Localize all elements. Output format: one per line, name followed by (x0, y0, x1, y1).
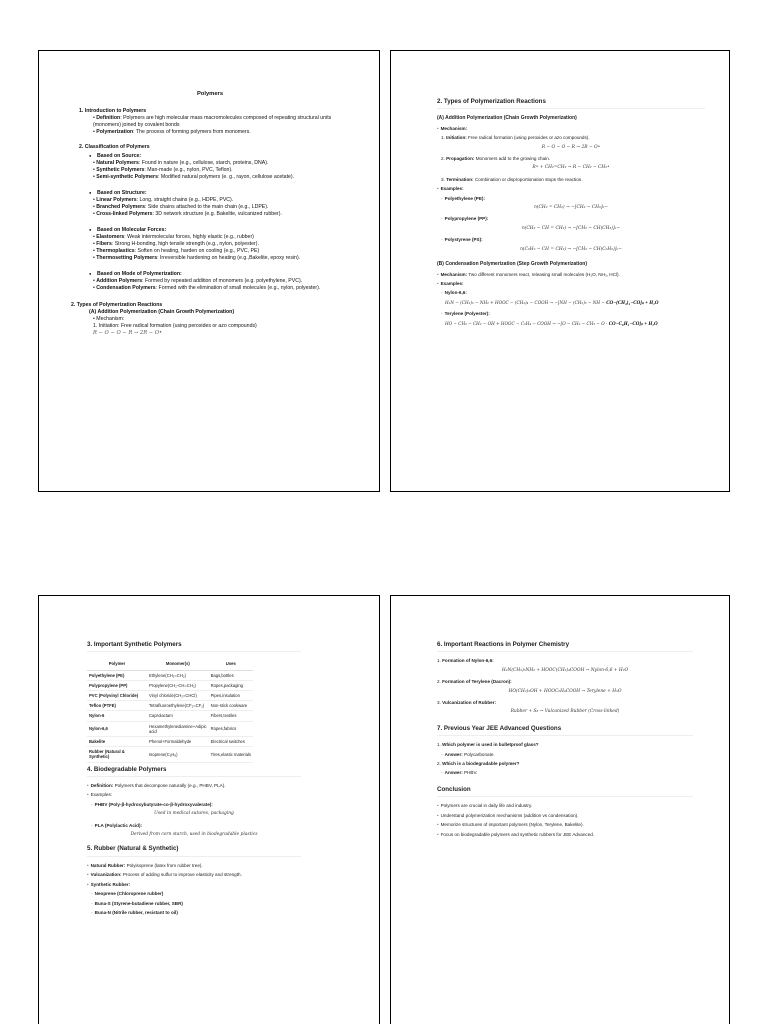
answer: ◦ Answer: PHBV. (441, 770, 478, 776)
section-heading: 4. Biodegradable Polymers (87, 767, 301, 777)
question: 1. Which polymer is used in bulletproof glass? (437, 742, 539, 748)
monomer-cell: Propylene(CH₂-CH=CH₂) (147, 680, 209, 690)
uses-cell: Ropes,fabrics (209, 721, 253, 736)
uses-cell: Pipes,insulation (209, 691, 253, 701)
list-item: 2. Formation of Terylene (Dacron): (437, 679, 512, 685)
list-item: • Thermoplastics: Soften on heating, harden on cooling (e.g., PVC, PE) (93, 248, 260, 254)
list-item: ◦ Polyethylene (PE): (441, 195, 485, 201)
polymer-cell: Polypropylene (PP) (87, 680, 147, 690)
equation: R − O − O − R → 2R − O• (541, 144, 601, 150)
document-page-2 (390, 50, 730, 492)
equation: n(C₆H₅ − CH = CH₂) → −[CH₂ − CH(C₆H₅)]ₙ− (520, 246, 622, 252)
mechanism-label: • Mechanism: (93, 316, 125, 322)
section-heading: 7. Previous Year JEE Advanced Questions (437, 726, 693, 736)
section-heading: 3. Important Synthetic Polymers (87, 642, 301, 652)
document-page-3 (38, 595, 380, 1024)
uses-cell: Tires,elastic materials (209, 747, 253, 762)
equation: H₂N − (CH₂)₆ − NH₂ + HOOC − (CH₂)₄ − COOH → −[NH − (CH₂)₆ − NH − CO−(CH₂)₄−CO]ₙ + H₂O (445, 299, 659, 306)
table-row (87, 670, 253, 680)
polymer-cell: Nylon-6,6 (87, 721, 147, 736)
equation: H₂N(CH₂)₆NH₂ + HOOC(CH₂)₄COOH → Nylon-6,6 + H₂O (501, 667, 629, 673)
monomer-cell: Caprolactam (147, 711, 209, 721)
synthetic-polymers-table (87, 658, 253, 762)
subsection-heading: (A) Addition Polymerization (Chain Growth Polymerization) (89, 309, 235, 315)
uses-cell: Bags,bottles (209, 670, 253, 680)
list-item: • Elastomers: Weak intermolecular forces, highly elastic (e.g., rubber) (93, 234, 254, 240)
list-item: • Addition Polymers: Formed by repeated addition of monomers (e.g. polyethylene, PVC). (93, 278, 303, 284)
page3-content (87, 640, 301, 919)
definition-line: • Definition: Polymers are high molecular mass macromolecules composed of repeating structural units (monomers) joined by covalent bonds (93, 115, 332, 128)
list-item: • Polymers are crucial in daily life and industry. (437, 803, 533, 809)
list-item: • Natural Polymers: Found in nature (e.g., cellulose, starch, proteins, DNA). (93, 160, 269, 166)
table-body (87, 670, 253, 762)
step-initiation: 1. Initiation: Free radical formation (using peroxides or azo compounds). (441, 135, 590, 141)
table-row (87, 691, 253, 701)
polymer-cell: Teflon (PTFE) (87, 701, 147, 711)
table-row (87, 721, 253, 736)
page4-content (437, 640, 693, 841)
list-item: ◦ Nylon-6,6: (441, 290, 467, 296)
list-item: • Branched Polymers: Side chains attached to the main chain (e.g., LDPE). (93, 204, 269, 210)
document-page-1 (38, 50, 380, 492)
list-item: • Mechanism: Two different monomers react, releasing small molecules (H₂O, NH₃, HCl). (437, 271, 620, 277)
polymer-cell: Polyethylene (PE) (87, 670, 147, 680)
list-item: ◦ PHBV (Poly-β-hydroxybutyrate-co-β-hydroxyvalerate): (91, 801, 213, 807)
list-item: • Focus on biodegradable polymers and synthetic rubbers for JEE Advanced. (437, 831, 595, 837)
subsection-heading: ● Based on Source: (79, 152, 341, 160)
subsection-heading: ● Based on Mode of Polymerization: (79, 270, 341, 278)
section-heading: 5. Rubber (Natural & Synthetic) (87, 846, 301, 856)
table-row (87, 747, 253, 762)
uses-cell: Ropes,packaging (209, 680, 253, 690)
page-title: Polymers (196, 91, 224, 97)
equation: HO − CH₂ − CH₂ − OH + HOOC − C₆H₄ − COOH → −[O − CH₂ − CH₂ − O · CO−C₆H₄−CO]ₙ + H₂O (445, 320, 658, 327)
handwritten-note: CO−C₆H₄−CO]ₙ + H₂O (608, 321, 658, 327)
uses-cell: Fibers,textiles (209, 711, 253, 721)
list-item: • Cross-linked Polymers: 3D network structure (e.g. Bakelite, vulcanized rubber). (93, 211, 282, 217)
page1-content (71, 91, 341, 337)
polymer-cell: Nylon-6 (87, 711, 147, 721)
step-propagation: 2. Propagation: Monomers add to the growing chain. (441, 156, 551, 162)
polymerization-line: • Polymerization: The process of forming polymers from monomers. (93, 129, 251, 135)
uses-cell: Electrical switches (209, 737, 253, 747)
monomer-cell: Hexamethylenediamine+Adipic acid (147, 721, 209, 736)
initiation-line: 1. Initiation: Free radical formation (using peroxides or azo compounds) (93, 323, 257, 329)
list-item: • Natural Rubber: Polyisoprene (latex from rubber tree). (87, 862, 203, 868)
table-row (87, 711, 253, 721)
document-page-4 (390, 595, 730, 1024)
subsection-heading: ● Based on Molecular Forces: (79, 226, 341, 234)
list-item: • Synthetic Polymers: Man-made (e.g., nylon, PVC, Teflon). (93, 167, 233, 173)
polymer-cell: Rubber (Natural & Synthetic) (87, 747, 147, 762)
page2-content (437, 97, 705, 332)
list-item: • Linear Polymers: Long, straight chains (e.g., HDPE, PVC). (93, 197, 234, 203)
list-item: • Definition: Polymers that decompose naturally (e.g., PHBV, PLA). (87, 783, 226, 789)
handwritten-note: CO−(CH₂)₄−CO]ₙ + H₂O (606, 300, 659, 306)
table-row (87, 701, 253, 711)
list-item: • Synthetic Rubber: (87, 881, 131, 887)
subsection-heading: ● Based on Structure: (79, 189, 341, 197)
list-item: ◦ Buna-S (Styrene-butadiene rubber, SBR) (91, 900, 183, 906)
uses-cell: Non-stick cookware (209, 701, 253, 711)
equation: Rubber + S₈ → Vulcanized Rubber (Cross-linked) (510, 709, 620, 715)
monomer-cell: Vinyl chloride(CH₂=CHCl) (147, 691, 209, 701)
polymer-cell: PVC (Polyvinyl Chloride) (87, 691, 147, 701)
monomer-cell: Tetrafluoroethylene(CF₂=CF₂) (147, 701, 209, 711)
monomer-cell: Ethylene(CH₂=CH₂) (147, 670, 209, 680)
section-heading: 2. Types of Polymerization Reactions (71, 302, 163, 308)
column-header: Monomer(s) (147, 658, 209, 670)
list-item: • Semi-synthetic Polymers: Modified natural polymers (e. g., rayon, cellulose acetate). (93, 174, 295, 180)
section-heading: 2. Classification of Polymers (79, 144, 150, 150)
section-heading: 6. Important Reactions in Polymer Chemistry (437, 642, 693, 652)
list-item: • Condensation Polymers: Formed with the elimination of small molecules (e.g., nylon, polyester). (93, 285, 321, 291)
list-item: • Examples: (437, 186, 464, 192)
list-item: ◦ Terylene (Polyester): (441, 311, 490, 317)
monomer-cell: Isoprene(C₅H₈) (147, 747, 209, 762)
table-row (87, 680, 253, 690)
equation: n(CH₂ − CH = CH₂) → −[CH₂ − CH(CH₃)]ₙ− (521, 225, 621, 231)
list-item: • Examples: (87, 792, 113, 798)
list-item: • Thermosetting Polymers: Irreversible hardening on heating (e.g.,Bakelite, epoxy resin). (93, 255, 301, 261)
use-text: Derived from corn starch, used in biodegradable plastics (130, 832, 258, 838)
subsection-heading: (A) Addition Polymerization (Chain Growth Polymerization) (437, 115, 577, 122)
column-header: Polymer (87, 658, 147, 670)
list-item: 3. Vulcanization of Rubber: (437, 700, 497, 706)
list-item: • Examples: (437, 280, 464, 286)
polymer-cell: Bakelite (87, 737, 147, 747)
list-item: ◦ Polypropylene (PP): (441, 216, 489, 222)
list-item: ◦ Neoprene (Chloroprene rubber) (91, 891, 164, 897)
equation: HO(CH₂)₂OH + HOOC₆H₄COOH → Terylene + H₂O (508, 688, 622, 694)
list-item: • Vulcanization: Process of adding sulfur to improve elasticity and strength. (87, 872, 242, 878)
section-heading: 2. Types of Polymerization Reactions (437, 99, 705, 109)
step-termination: 3. Termination: Combination or disproportionation stops the reaction. (441, 176, 583, 182)
column-header: Uses (209, 658, 253, 670)
list-item: • Memorize structures of important polymers (Nylon, Terylene, Bakelite). (437, 822, 584, 828)
equation: R• + CH₂=CH₂ → R − CH₂ − CH₂• (532, 165, 610, 171)
subsection-heading: (B) Condensation Polymerization (Step Growth Polymerization) (437, 261, 588, 268)
list-item: ◦ PLA (Polylactic Acid): (91, 822, 143, 828)
list-item: 1. Formation of Nylon-6,6: (437, 658, 494, 664)
list-item: • Fibers: Strong H-bonding, high tensile strength (e.g., nylon, polyester). (93, 241, 259, 247)
answer: ◦ Answer: Polycarbonate. (441, 751, 495, 757)
table-header-row (87, 658, 253, 670)
list-item: • Understand polymerization mechanisms (addition vs condensation). (437, 812, 579, 818)
section-heading: Conclusion (437, 787, 693, 797)
equation: R − O − O − R → 2R − O• (93, 330, 163, 336)
list-item: ◦ Buna-N (Nitrile rubber, resistant to oil) (91, 909, 178, 915)
section-heading: 1. Introduction to Polymers (79, 108, 147, 114)
question: 2. Which is a biodegradable polymer? (437, 761, 520, 767)
list-item: • Mechanism: (437, 125, 468, 131)
equation: n(CH₂ = CH₂) → −[CH₂ − CH₂]ₙ− (533, 205, 609, 211)
list-item: ◦ Polystyrene (PS): (441, 237, 483, 243)
use-text: Used in medical sutures, packaging (154, 811, 234, 817)
table-row (87, 737, 253, 747)
monomer-cell: Phenol+Formaldehyde (147, 737, 209, 747)
